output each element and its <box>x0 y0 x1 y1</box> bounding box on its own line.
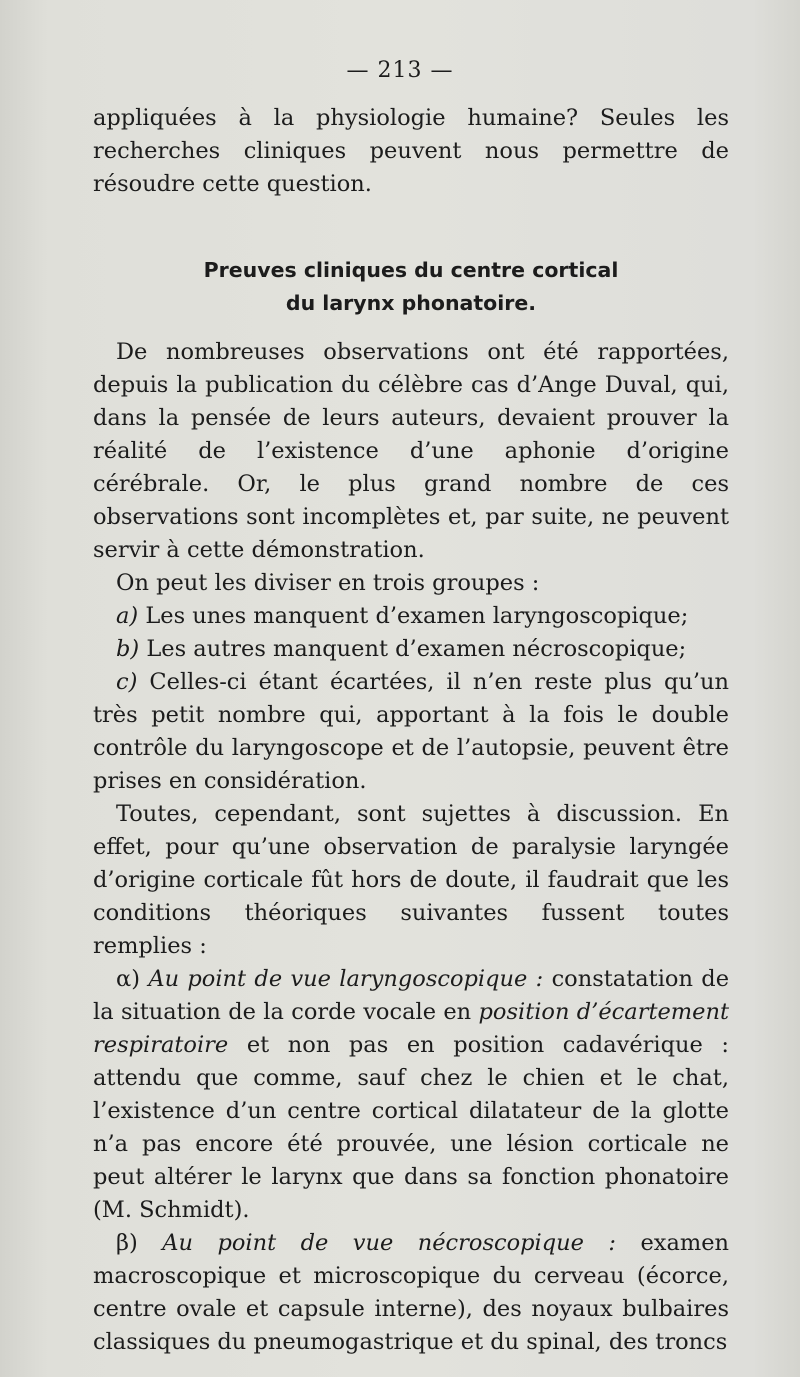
condition-emphasis: position d’écartement respiratoire <box>93 999 729 1058</box>
paragraph-conditions: Toutes, cependant, sont sujettes à discussion. En effet, pour qu’une observation de paralysie laryngée d’origine corticale fût hors de doute, il faudrait que les conditions théoriques suivantes fussent toutes remplies : <box>93 801 729 959</box>
list-item-group-c <box>93 666 729 798</box>
list-marker: a) <box>116 603 139 629</box>
condition-text: constatation de la situation de la corde vocale en <box>93 966 730 1025</box>
paragraph-intro: appliquées à la physiologie humaine? Seules les recherches cliniques peuvent nous permettre de résoudre cette question. <box>93 105 729 197</box>
list-text: Les autres manquent d’examen nécroscopique; <box>139 636 687 662</box>
condition-title: Au point de vue laryngoscopique : <box>148 966 544 992</box>
list-item-group-a <box>93 600 729 633</box>
list-text: Les unes manquent d’examen laryngoscopique; <box>138 603 689 629</box>
spacer <box>93 320 729 336</box>
paragraph-groups-intro: On peut les diviser en trois groupes : <box>116 570 540 596</box>
condition-beta <box>93 1227 729 1359</box>
paragraph-observations: De nombreuses observations ont été rapportées, depuis la publication du célèbre cas d’Ange Duval, qui, dans la pensée de leurs auteurs, devaient prouver la réalité de l’existence d’une aphonie d’origine cérébrale. Or, le plus grand nombre de ces observations sont incomplètes et, par suite, ne peuvent servir à cette démonstration. <box>93 339 729 563</box>
list-marker: β) <box>116 1230 138 1256</box>
list-marker: α) <box>116 966 140 992</box>
section-heading-line1: Preuves cliniques du centre cortical <box>203 258 619 282</box>
spacer <box>93 201 729 254</box>
list-item-group-b <box>93 633 729 666</box>
list-text: Celles-ci étant écartées, il n’en reste plus qu’un très petit nombre qui, apportant à la fois le double contrôle du laryngoscope et de l’autopsie, peuvent être prises en considération. <box>93 669 729 794</box>
page-number: — 213 — <box>346 58 454 83</box>
list-marker: b) <box>116 636 140 662</box>
condition-text: et non pas en position cadavérique : attendu que comme, sauf chez le chien et le chat, l’existence d’un centre cortical dilatateur de la glotte n’a pas encore été prouvée, une lésion corticale ne peut altérer le larynx que dans sa fonction phonatoire (M. Schmidt). <box>93 1032 729 1223</box>
condition-title: Au point de vue nécroscopique : <box>162 1230 616 1256</box>
list-marker: c) <box>116 669 138 695</box>
section-heading-line2: du larynx phonatoire. <box>285 291 537 315</box>
body-text <box>93 102 729 1359</box>
condition-alpha <box>93 963 729 1227</box>
condition-text: examen macroscopique et microscopique du cerveau (écorce, centre ovale et capsule interne), des noyaux bulbaires classiques du pneumogastrique et du spinal, des troncs <box>93 1230 729 1355</box>
